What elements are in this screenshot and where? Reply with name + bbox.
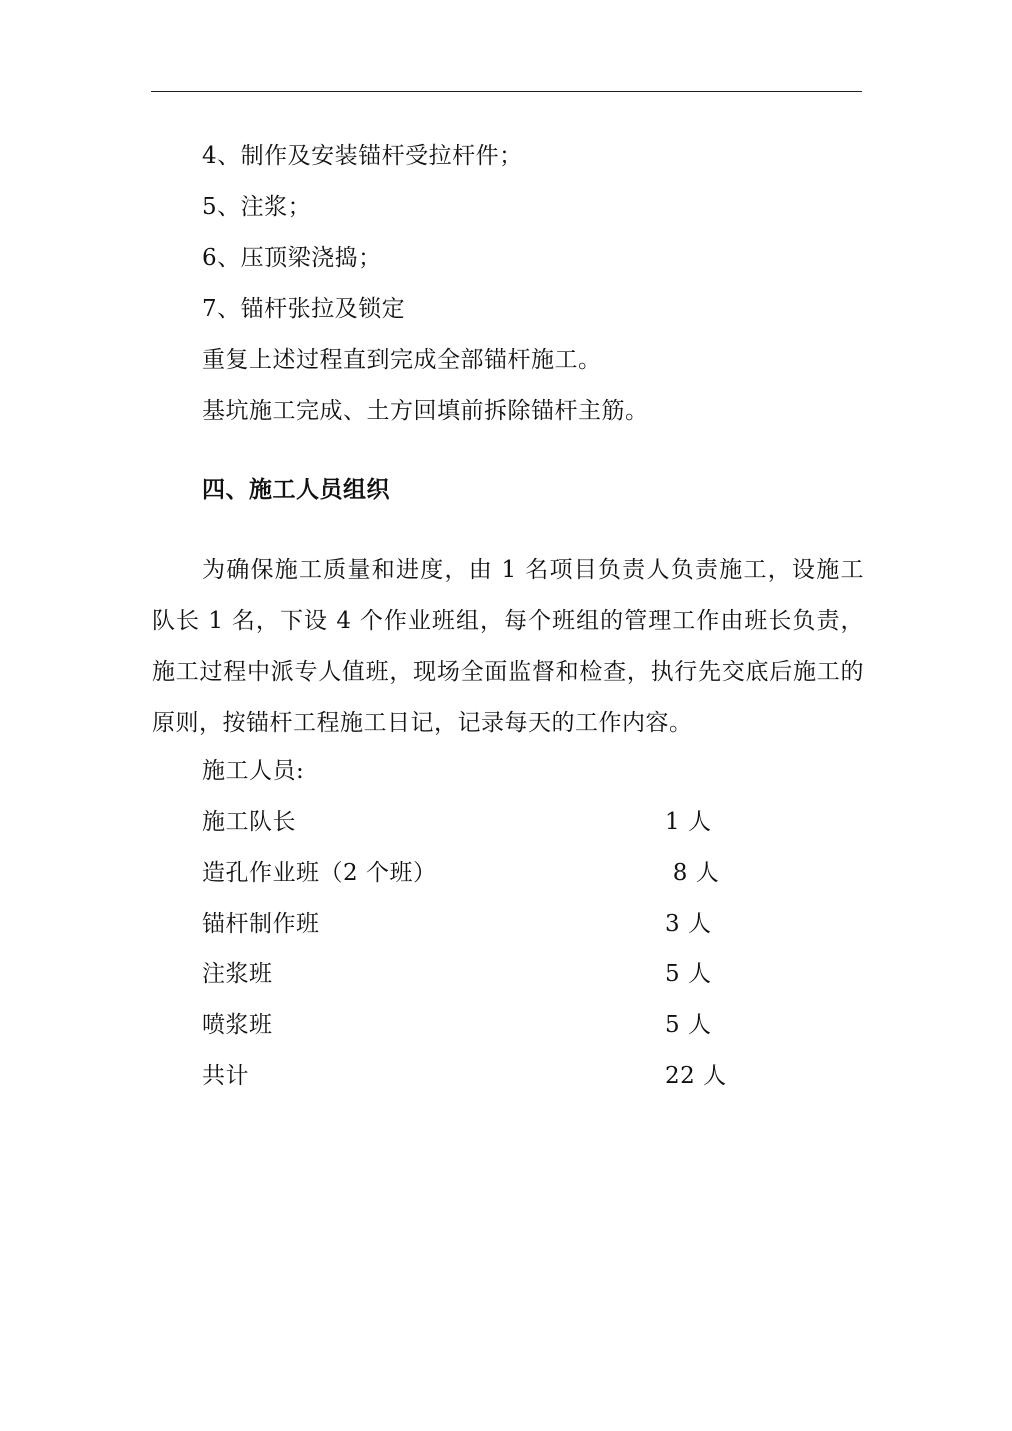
staff-role: 注浆班 [202,961,273,987]
staff-count: 22 人 [665,1063,727,1089]
section-heading: 四、施工人员组织 [202,476,390,503]
repeat-process-line: 重复上述过程直到完成全部锚杆施工。 [202,347,602,373]
staff-label: 施工人员: [202,758,305,784]
organization-paragraph: 为确保施工质量和进度，由 1 名项目负责人负责施工，设施工队长 1 名，下设 4 个作业班组，每个班组的管理工作由班长负责，施工过程中派专人值班，现场全面监督和检查，执行先交底后施工的原则，按锚杆工程施工日记，记录每天的工作内容。 [152,557,864,736]
staff-role: 共计 [202,1063,249,1089]
step-5-line: 5、注浆； [202,194,312,220]
removal-note-line: 基坑施工完成、土方回填前拆除锚杆主筋。 [202,398,649,424]
staff-count: 8 人 [665,860,720,886]
step-4-line: 4、制作及安装锚杆受拉杆件； [202,143,523,169]
staff-role: 施工队长 [202,809,296,835]
staff-count: 5 人 [665,1012,712,1038]
staff-count: 5 人 [665,961,712,987]
step-6-line: 6、压顶梁浇捣； [202,245,382,271]
header-divider [151,91,862,92]
staff-row [202,1061,762,1091]
staff-count: 3 人 [665,911,712,937]
staff-row [202,959,762,989]
staff-row [202,909,762,939]
step-7-line: 7、锚杆张拉及锁定 [202,296,406,322]
staff-role: 造孔作业班（2 个班） [202,860,437,886]
staff-row [202,858,762,888]
staff-count: 1 人 [665,809,712,835]
staff-row [202,807,762,837]
staff-role: 喷浆班 [202,1012,273,1038]
staff-role: 锚杆制作班 [202,911,320,937]
staff-row [202,1010,762,1040]
